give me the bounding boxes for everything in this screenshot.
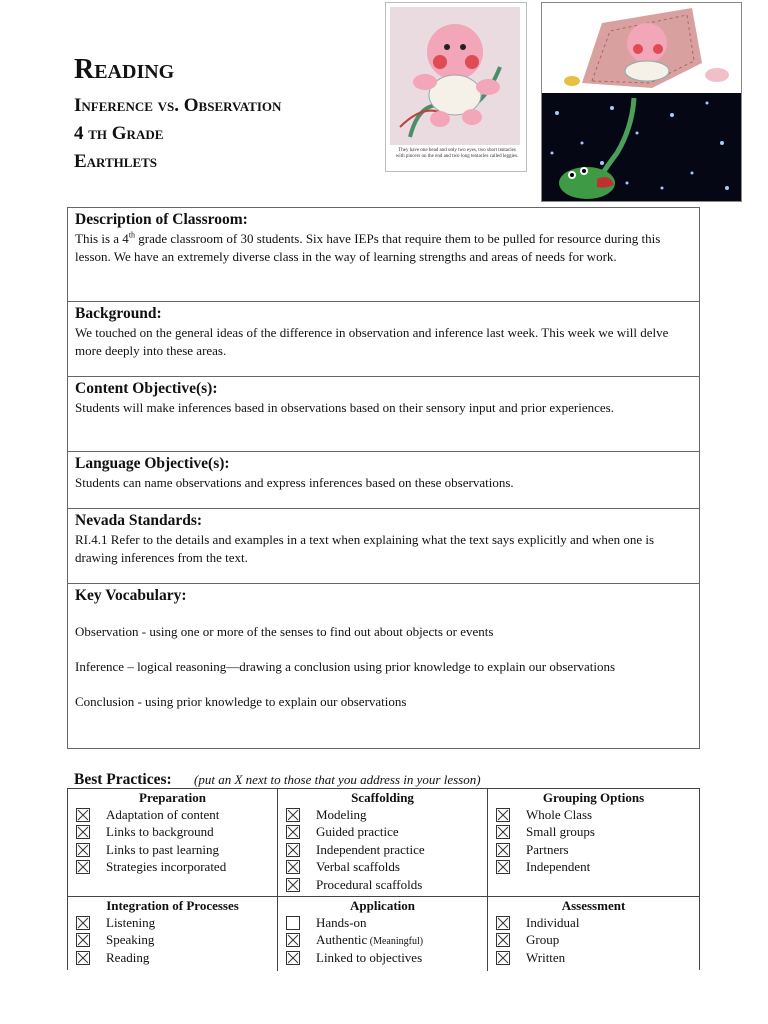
practice-item-modeling <box>278 806 487 824</box>
vocab-conclusion: Conclusion - using prior knowledge to explain our observations <box>75 694 407 709</box>
practice-item-small-groups <box>488 824 699 842</box>
column-heading: Integration of Processes <box>106 898 239 913</box>
section-language-objectives <box>68 452 699 509</box>
practice-item-individual <box>488 914 699 932</box>
column-application <box>278 897 488 971</box>
earthlet-space-illustration <box>541 2 742 202</box>
practice-item-partners <box>488 841 699 859</box>
checked-checkbox-icon[interactable] <box>286 878 300 892</box>
column-heading: Scaffolding <box>351 790 414 805</box>
column-assessment <box>488 897 699 971</box>
checked-checkbox-icon[interactable] <box>286 951 300 965</box>
practice-label: Listening <box>106 914 156 930</box>
practice-item-adaptation-of-content <box>68 806 277 824</box>
vocab-inference: Inference – logical reasoning—drawing a conclusion using prior knowledge to explain our observations <box>75 659 616 674</box>
section-heading: Nevada Standards: <box>75 512 203 529</box>
practice-item-group <box>488 932 699 950</box>
column-preparation <box>68 789 278 897</box>
section-description <box>68 208 699 302</box>
practice-item-hands-on <box>278 914 487 932</box>
column-integration-of-processes <box>68 897 278 971</box>
checked-checkbox-icon[interactable] <box>496 951 510 965</box>
practice-label: Small groups <box>526 824 595 840</box>
book-title: Earthlets <box>74 151 158 172</box>
checked-checkbox-icon[interactable] <box>286 860 300 874</box>
practice-label: Procedural scaffolds <box>316 876 423 892</box>
checked-checkbox-icon[interactable] <box>76 843 90 857</box>
checked-checkbox-icon[interactable] <box>286 933 300 947</box>
practice-item-reading <box>68 949 277 967</box>
practice-item-written <box>488 949 699 967</box>
practice-label: Linked to objectives <box>316 949 423 965</box>
section-heading: Key Vocabulary: <box>75 587 187 604</box>
lesson-plan-table <box>67 207 700 749</box>
baby-illustration <box>385 2 527 172</box>
practice-item-authentic <box>278 932 487 950</box>
checked-checkbox-icon[interactable] <box>76 933 90 947</box>
practice-item-procedural-scaffolds <box>278 876 487 894</box>
section-text: We touched on the general ideas of the difference in observation and inference last week. This week we will delve more deeply into these areas. <box>75 325 669 358</box>
practice-item-whole-class <box>488 806 699 824</box>
practice-label: Authentic (Meaningful) <box>316 932 424 948</box>
section-text: Students will make inferences based in observations based on their sensory input and prior experiences. <box>75 400 614 415</box>
checked-checkbox-icon[interactable] <box>76 825 90 839</box>
column-heading: Assessment <box>561 898 626 913</box>
checked-checkbox-icon[interactable] <box>76 951 90 965</box>
column-heading: Application <box>349 898 415 913</box>
column-scaffolding <box>278 789 488 897</box>
vocab-observation: Observation - using one or more of the senses to find out about objects or events <box>75 624 494 639</box>
practice-label: Hands-on <box>316 914 367 930</box>
section-heading: Content Objective(s): <box>75 380 218 397</box>
checked-checkbox-icon[interactable] <box>286 843 300 857</box>
section-text: This is a 4th grade classroom of 30 students. Six have IEPs that require them to be pulled for resource during this lesson. We have an extremely diverse class in the way of learning strengths and areas of needs for work. <box>75 230 661 264</box>
practice-label: Independent practice <box>316 841 425 857</box>
section-nevada-standards <box>68 509 699 584</box>
practice-label: Adaptation of content <box>106 806 220 822</box>
checked-checkbox-icon[interactable] <box>286 808 300 822</box>
checked-checkbox-icon[interactable] <box>496 860 510 874</box>
section-text: RI.4.1 Refer to the details and examples in a text when explaining what the text says explicitly and when one is drawing inferences from the text. <box>75 532 655 565</box>
page-title: Reading <box>74 54 175 85</box>
checked-checkbox-icon[interactable] <box>496 808 510 822</box>
practice-label: Whole Class <box>526 806 593 822</box>
section-content-objectives <box>68 377 699 452</box>
checked-checkbox-icon[interactable] <box>76 808 90 822</box>
best-practices-table <box>67 788 700 970</box>
checked-checkbox-icon[interactable] <box>286 825 300 839</box>
practice-item-speaking <box>68 932 277 950</box>
practice-label: Individual <box>526 914 580 930</box>
column-grouping-options <box>488 789 699 897</box>
checked-checkbox-icon[interactable] <box>76 860 90 874</box>
checked-checkbox-icon[interactable] <box>496 843 510 857</box>
practice-item-linked-to-objectives <box>278 949 487 967</box>
illustration-caption: They have one head and only two eyes, two short tentacles with pincers on the end and two long tentacles called leggies. <box>395 148 519 159</box>
practice-label: Partners <box>526 841 569 857</box>
column-heading: Grouping Options <box>542 790 645 805</box>
best-practices-title: Best Practices: <box>74 771 172 788</box>
practice-label: Speaking <box>106 932 155 948</box>
section-heading: Language Objective(s): <box>75 455 230 472</box>
checked-checkbox-icon[interactable] <box>496 916 510 930</box>
checked-checkbox-icon[interactable] <box>496 825 510 839</box>
practice-label: Verbal scaffolds <box>316 859 400 875</box>
empty-checkbox-icon[interactable] <box>286 916 300 930</box>
section-heading: Description of Classroom: <box>75 211 248 228</box>
practice-label: Reading <box>106 949 150 965</box>
practice-item-listening <box>68 914 277 932</box>
practice-label: Modeling <box>316 806 367 822</box>
checked-checkbox-icon[interactable] <box>76 916 90 930</box>
column-heading: Preparation <box>139 790 206 805</box>
practice-item-links-to-past-learning <box>68 841 277 859</box>
section-key-vocabulary <box>68 584 699 748</box>
practice-item-guided-practice <box>278 824 487 842</box>
practice-label: Guided practice <box>316 824 399 840</box>
section-text: Students can name observations and express inferences based on these observations. <box>75 475 514 490</box>
practice-label: Group <box>526 932 560 948</box>
best-practices-instruction: (put an X next to those that you address in your lesson) <box>194 772 481 787</box>
practice-label: Links to past learning <box>106 841 220 857</box>
practice-label: Strategies incorporated <box>106 859 227 875</box>
practice-item-strategies-incorporated <box>68 859 277 877</box>
grade-level: 4 th Grade <box>74 123 164 144</box>
practice-item-verbal-scaffolds <box>278 859 487 877</box>
practice-item-links-to-background <box>68 824 277 842</box>
checked-checkbox-icon[interactable] <box>496 933 510 947</box>
practice-label: Independent <box>526 859 591 875</box>
lesson-subtitle: Inference vs. Observation <box>74 95 282 116</box>
section-background <box>68 302 699 377</box>
practice-label: Links to background <box>106 824 214 840</box>
practice-item-independent-practice <box>278 841 487 859</box>
practice-label: Written <box>526 949 566 965</box>
practice-item-independent <box>488 859 699 877</box>
section-heading: Background: <box>75 305 162 322</box>
